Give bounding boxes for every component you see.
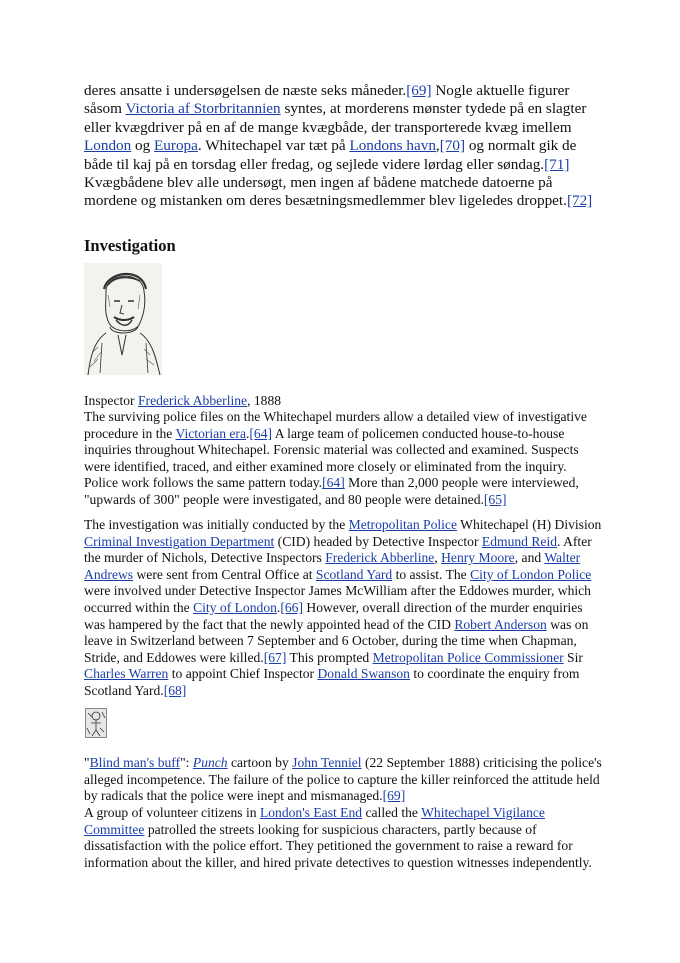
link-john-tenniel[interactable]: John Tenniel xyxy=(292,755,362,770)
link-victorian-era[interactable]: Victorian era xyxy=(175,425,246,441)
text: Kvægbådene blev alle undersøgt, men ingen af bådene matchede datoerne på mordene og mistanken om deres besætningsmedlemmer blev ligeledes droppet. xyxy=(84,174,567,210)
abberline-portrait-image[interactable] xyxy=(84,263,162,375)
link-henry-moore[interactable]: Henry Moore xyxy=(441,550,515,566)
link-frederick-abberline[interactable]: Frederick Abberline xyxy=(137,393,248,408)
text: to assist. The xyxy=(392,566,471,582)
citation-71[interactable]: [71] xyxy=(544,155,570,173)
link-walter-andrews[interactable]: Walter Andrews xyxy=(84,550,581,582)
citation-72[interactable]: [72] xyxy=(566,192,593,210)
link-donald-swanson[interactable]: Donald Swanson xyxy=(317,666,410,682)
link-charles-warren[interactable]: Charles Warren xyxy=(84,666,169,682)
text: to coordinate the enquiry from Scotland Yard. xyxy=(84,666,580,698)
text: A group of volunteer citizens in xyxy=(84,805,260,820)
cartoon-caption xyxy=(84,755,604,805)
citation-70[interactable]: [70] xyxy=(439,137,466,155)
citation-69[interactable]: [69] xyxy=(406,82,432,99)
text: Whitechapel (H) Division xyxy=(457,517,602,532)
text: called the xyxy=(362,805,422,820)
text: og normalt gik de både til kaj på en torsdag eller fredag, og sejlede videre lørdag eller søndag. xyxy=(84,137,577,173)
text: ": xyxy=(180,755,193,770)
text: to appoint Chief Inspector xyxy=(168,666,318,682)
citation-65[interactable]: [65] xyxy=(483,491,507,507)
text: Nogle aktuelle figurer såsom xyxy=(84,82,570,118)
link-europa[interactable]: Europa xyxy=(154,137,198,155)
citation-69[interactable]: [69] xyxy=(382,788,406,804)
text: Sir xyxy=(563,649,583,665)
text: . xyxy=(276,599,281,615)
text: . After the murder of Nichols, Detective Inspectors xyxy=(84,533,592,566)
link-city-of-london-police[interactable]: City of London Police xyxy=(470,566,592,582)
text: The investigation was initially conducted by the xyxy=(84,517,349,532)
link-blind-mans-buff[interactable]: Blind man's buff xyxy=(89,755,181,770)
text: , 1888 xyxy=(247,393,282,408)
link-robert-anderson[interactable]: Robert Anderson xyxy=(454,616,547,632)
citation-68[interactable]: [68] xyxy=(163,682,187,698)
text: deres ansatte i undersøgelsen de næste seks måneder. xyxy=(84,82,407,99)
link-punch[interactable] xyxy=(193,755,228,770)
link-scotland-yard[interactable]: Scotland Yard xyxy=(315,566,393,582)
text: Inspector xyxy=(84,393,138,408)
citation-64[interactable]: [64] xyxy=(249,425,273,441)
text: cartoon by xyxy=(227,755,293,770)
link-cid[interactable]: Criminal Investigation Department xyxy=(84,533,275,549)
punch-cartoon-thumbnail[interactable] xyxy=(85,708,107,738)
text: (22 September 1888) criticising the police's alleged incompetence. The failure of the police to capture the killer reinforced the attitude held by radicals that the police were inept and mismanaged. xyxy=(84,755,602,804)
text: More than 2,000 people were interviewed, "upwards of 300" people were investigated, and 80 people were detained. xyxy=(84,475,579,507)
link-edmund-reid[interactable]: Edmund Reid xyxy=(481,533,558,549)
portrait-sketch xyxy=(84,263,162,375)
text: og xyxy=(131,137,155,155)
text: patrolled the streets looking for suspicious characters, partly because of dissatisfaction with the police effort. They petitioned the government to raise a reward for information about the killer, and hired private detectives to question witnesses independently. xyxy=(84,821,592,870)
text: syntes, at morderens mønster tydede på en slagter eller kvægdriver på en af de mange kvægbåde, der transporterede kvæg imellem xyxy=(84,100,587,136)
section-heading: Investigation xyxy=(84,236,176,255)
link-city-of-london[interactable]: City of London xyxy=(193,599,277,615)
link-whitechapel-vigilance-committee[interactable]: Whitechapel Vigilance Committee xyxy=(84,805,545,837)
citation-66[interactable]: [66] xyxy=(280,599,303,615)
text: were involved under Detective Inspector James McWilliam after the Eddowes murder, which occurred within the xyxy=(84,583,591,615)
text: This prompted xyxy=(286,649,373,665)
text: However, overall direction of the murder enquiries was hampered by the fact that the newly appointed head of the CID xyxy=(84,599,583,632)
citation-67[interactable]: [67] xyxy=(263,649,287,665)
punch-title: Punch xyxy=(192,755,228,770)
link-metropolitan-police-commissioner[interactable]: Metropolitan Police Commissioner xyxy=(372,649,564,665)
portrait-caption xyxy=(84,393,604,410)
text: . Whitechapel var tæt på xyxy=(197,137,350,155)
investigation-paragraph-3 xyxy=(84,805,604,871)
text: , xyxy=(434,550,442,566)
link-london[interactable]: London xyxy=(84,137,132,155)
cartoon-sketch xyxy=(85,708,107,738)
text: , and xyxy=(514,550,545,566)
investigation-paragraph-2 xyxy=(84,517,604,700)
link-frederick-abberline[interactable]: Frederick Abberline xyxy=(325,550,435,566)
investigation-paragraph-1 xyxy=(84,409,604,509)
link-metropolitan-police[interactable]: Metropolitan Police xyxy=(348,517,457,532)
text: was on leave in Switzerland between 7 September and 6 October, during the time when Chapman, Stride, and Eddowes were killed. xyxy=(84,616,589,665)
text: . xyxy=(246,425,250,441)
text: (CID) headed by Detective Inspector xyxy=(274,533,482,549)
danish-paragraph xyxy=(84,82,604,211)
text: were sent from Central Office at xyxy=(133,566,316,582)
text: , xyxy=(435,137,440,155)
text: " xyxy=(84,755,90,770)
link-victoria[interactable]: Victoria af Storbritannien xyxy=(125,100,281,118)
text: The surviving police files on the Whitechapel murders allow a detailed view of investigative procedure in the xyxy=(84,409,587,441)
link-londons-east-end[interactable]: London's East End xyxy=(259,805,363,820)
citation-64[interactable]: [64] xyxy=(322,475,345,491)
text: A large team of policemen conducted house-to-house inquiries throughout Whitechapel. Forensic material was collected and examined. Suspects were identified, traced, and either examined more closely or eliminated from the inquiry. Police work follows the same pattern today. xyxy=(84,425,579,491)
link-londons-havn[interactable]: Londons havn xyxy=(349,137,436,155)
